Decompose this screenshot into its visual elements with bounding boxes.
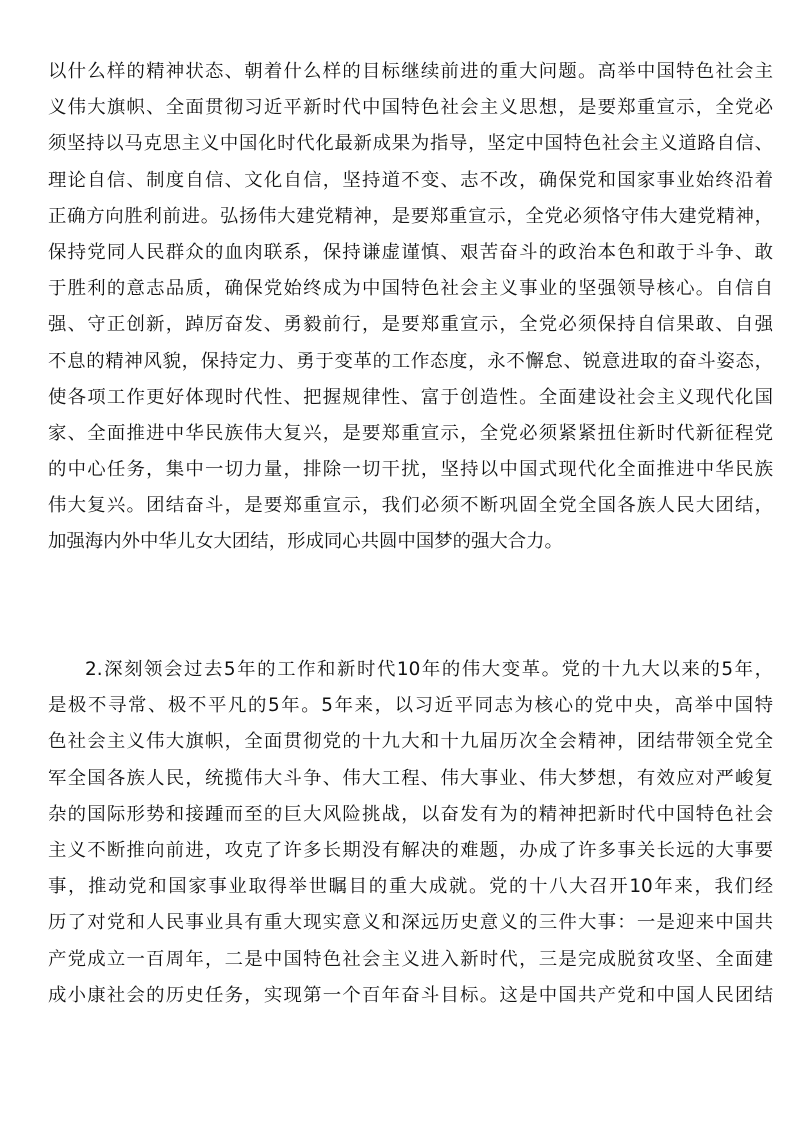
text-line: 义伟大旗帜、全面贯彻习近平新时代中国特色社会主义思想，是要郑重宣示，全党必 <box>48 97 773 119</box>
text-line: 于胜利的意志品质，确保党始终成为中国特色社会主义事业的坚强领导核心。自信自 <box>48 278 773 300</box>
text-line: 色社会主义伟大旗帜，全面贯彻党的十九大和十九届历次全会精神，团结带领全党全 <box>48 731 773 753</box>
text-line: 杂的国际形势和接踵而至的巨大风险挑战，以奋发有为的精神把新时代中国特色社会 <box>48 803 773 825</box>
text-line: 产党成立一百周年，二是中国特色社会主义进入新时代，三是完成脱贫攻坚、全面建 <box>48 948 773 970</box>
text-line: 保持党同人民群众的血肉联系，保持谦虚谨慎、艰苦奋斗的政治本色和敢于斗争、敢 <box>48 241 773 263</box>
text-line: 伟大复兴。团结奋斗，是要郑重宣示，我们必须不断巩固全党全国各族人民大团结， <box>48 495 773 517</box>
paragraph-2 <box>48 652 773 1014</box>
text-line: 军全国各族人民，统揽伟大斗争、伟大工程、伟大事业、伟大梦想，有效应对严峻复 <box>48 767 773 789</box>
text-line: 强、守正创新，踔厉奋发、勇毅前行，是要郑重宣示，全党必须保持自信果敢、自强 <box>48 314 773 336</box>
text-line: 的中心任务，集中一切力量，排除一切干扰，坚持以中国式现代化全面推进中华民族 <box>48 459 773 481</box>
paragraph-1 <box>48 54 773 561</box>
text-line: 是极不寻常、极不平凡的5年。5年来，以习近平同志为核心的党中央，高举中国特 <box>48 695 773 717</box>
text-line: 以什么样的精神状态、朝着什么样的目标继续前进的重大问题。高举中国特色社会主 <box>48 61 773 82</box>
text-line: 成小康社会的历史任务，实现第一个百年奋斗目标。这是中国共产党和中国人民团结 <box>48 984 773 1006</box>
section-heading-line: 2.深刻领会过去5年的工作和新时代10年的伟大变革。党的十九大以来的5年， <box>85 659 773 680</box>
text-line: 不息的精神风貌，保持定力、勇于变革的工作态度，永不懈怠、锐意进取的奋斗姿态， <box>48 350 773 372</box>
text-line: 主义不断推向前进，攻克了许多长期没有解决的难题，办成了许多事关长远的大事要 <box>48 839 773 861</box>
text-line: 家、全面推进中华民族伟大复兴，是要郑重宣示，全党必须紧紧扭住新时代新征程党 <box>48 422 773 444</box>
text-line: 事，推动党和国家事业取得举世瞩目的重大成就。党的十八大召开10年来，我们经 <box>48 876 773 898</box>
text-line: 须坚持以马克思主义中国化时代化最新成果为指导，坚定中国特色社会主义道路自信、 <box>48 133 773 155</box>
text-line: 理论自信、制度自信、文化自信，坚持道不变、志不改，确保党和国家事业始终沿着 <box>48 169 773 191</box>
text-line: 历了对党和人民事业具有重大现实意义和深远历史意义的三件大事：一是迎来中国共 <box>48 912 773 934</box>
text-line: 正确方向胜利前进。弘扬伟大建党精神，是要郑重宣示，全党必须恪守伟大建党精神， <box>48 205 773 227</box>
text-line: 加强海内外中华儿女大团结，形成同心共圆中国梦的强大合力。 <box>48 531 563 553</box>
text-line: 使各项工作更好体现时代性、把握规律性、富于创造性。全面建设社会主义现代化国 <box>48 386 773 408</box>
